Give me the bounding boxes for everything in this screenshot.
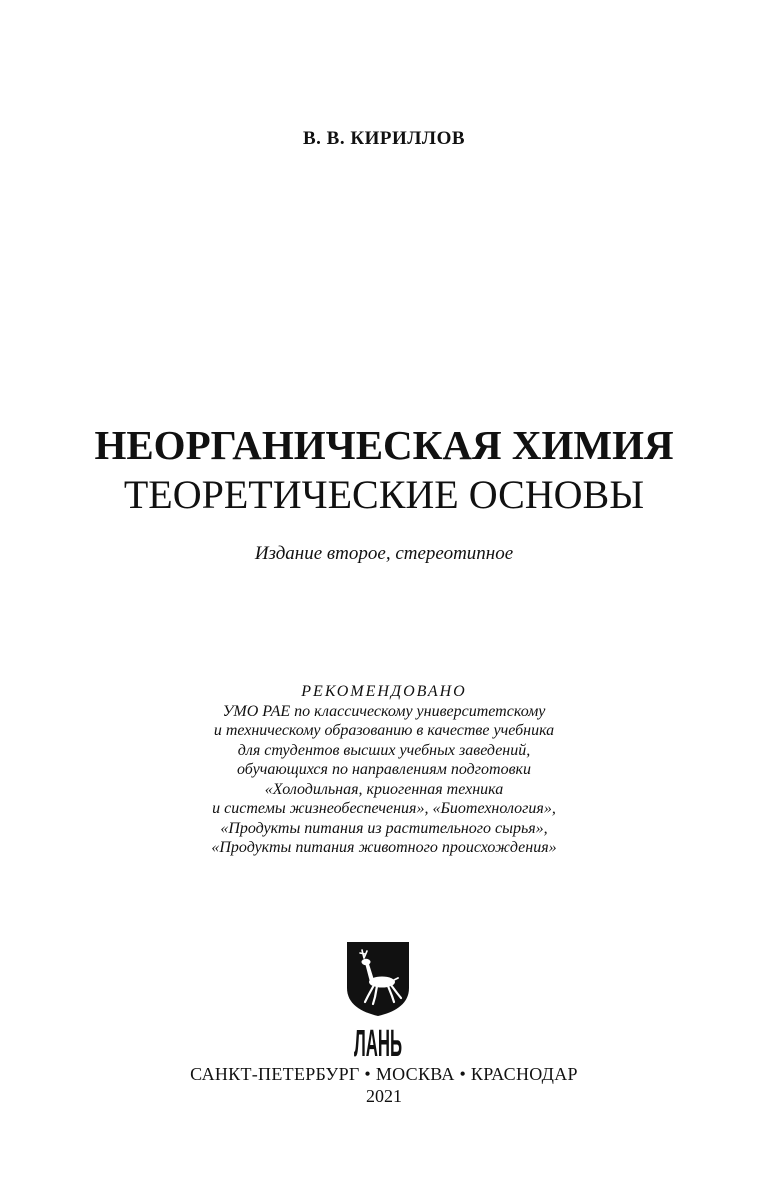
recommendation-line: и техническому образованию в качестве учебника [213,722,555,739]
author-name: В. В. КИРИЛЛОВ [302,128,466,149]
publisher-cities: САНКТ-ПЕТЕРБУРГ • МОСКВА • КРАСНОДАР [190,1064,578,1084]
recommendation-line: «Холодильная, криогенная техника [264,780,504,798]
recommendation-line: и системы жизнеобеспечения», «Биотехнология», [212,800,556,817]
edition-note: Издание второе, стереотипное [254,543,514,564]
publication-year: 2021 [366,1086,402,1106]
recommendation-block [0,682,768,858]
recommendation-heading: РЕКОМЕНДОВАНО [301,683,467,700]
recommendation-line: для студентов высших учебных заведений, [237,741,531,759]
book-title-main: НЕОРГАНИЧЕСКАЯ ХИМИЯ [94,422,674,468]
recommendation-line: обучающихся по направлениям подготовки [236,761,531,778]
recommendation-line: «Продукты питания из растительного сырья», [220,819,548,837]
recommendation-line: «Продукты питания животного происхождения» [211,839,557,856]
book-title-subtitle: ТЕОРЕТИЧЕСКИЕ ОСНОВЫ [123,472,645,517]
logo-text: ЛАНЬ [353,1023,403,1062]
publisher-logo [343,940,413,1062]
deer-shield-icon [343,940,413,1062]
recommendation-line: УМО РАЕ по классическому университетскому [222,702,546,720]
